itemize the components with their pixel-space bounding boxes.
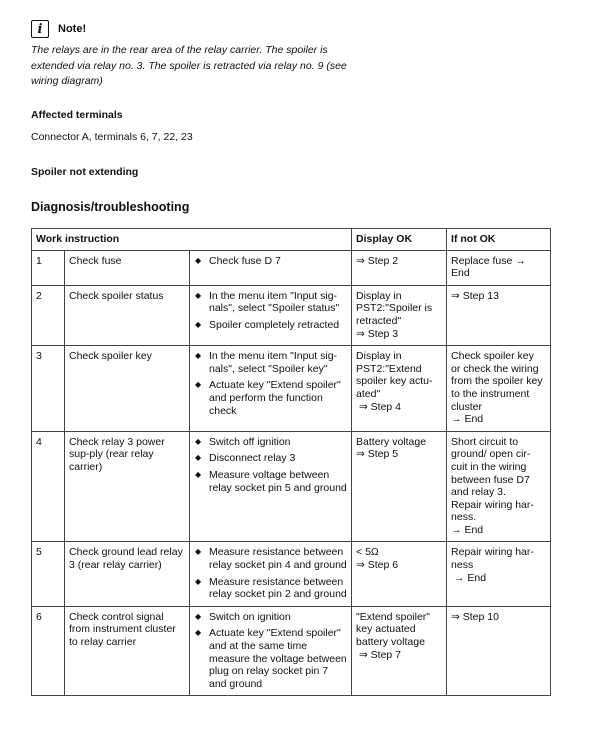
display-ok-line: Display in (356, 350, 402, 363)
note-title: Note! (58, 23, 87, 35)
display-ok-line: PST2:"Extend (356, 362, 422, 375)
work-item: Check spoiler status (65, 285, 190, 345)
action-list (190, 606, 352, 696)
if-not-ok-line: to the instrument (451, 387, 530, 400)
if-not-ok-line: ness (451, 559, 474, 572)
note-header (31, 20, 86, 38)
affected-terminals-heading: Affected terminals (31, 109, 123, 121)
work-item: Check control signal from instrument cluster to relay carrier (65, 606, 190, 696)
display-ok-cell (352, 606, 447, 696)
table-body (32, 250, 551, 696)
if-not-ok-line: or check the wiring (451, 362, 539, 375)
action-list (190, 431, 352, 542)
if-not-ok-line: Check spoiler key (451, 350, 534, 363)
display-ok-line: ⇒ Step 5 (356, 448, 399, 461)
header-work-instruction: Work instruction (32, 229, 352, 251)
if-not-ok-cell (447, 542, 551, 606)
action-item: ◆ Measure resistance between relay socket pin 2 and ground (194, 576, 347, 601)
if-not-ok-line: cluster (451, 400, 482, 413)
action-item: ◆ Measure voltage between relay socket pin 5 and ground (194, 469, 347, 494)
display-ok-cell (352, 431, 447, 542)
if-not-ok-line: End (451, 267, 470, 280)
work-item: Check spoiler key (65, 346, 190, 432)
action-item: ◆ Actuate key "Extend spoiler" and perform the function check (194, 379, 347, 417)
action-item: ◆ Switch on ignition (194, 611, 347, 624)
action-item: ◆ In the menu item "Input sig-nals", select "Spoiler key" (194, 350, 347, 375)
action-list (190, 542, 352, 606)
step-number: 5 (32, 542, 65, 606)
if-not-ok-line: cuit in the wiring (451, 460, 527, 473)
display-ok-line: < 5Ω (356, 546, 379, 559)
display-ok-line: Display in (356, 289, 402, 302)
action-item: ◆ Actuate key "Extend spoiler" and at the same time measure the voltage between plug on relay socket pin 7 and ground (194, 627, 347, 690)
if-not-ok-line: ground/ open cir- (451, 448, 531, 461)
display-ok-cell (352, 346, 447, 432)
step-number: 6 (32, 606, 65, 696)
step-number: 4 (32, 431, 65, 542)
table-row (32, 606, 551, 696)
if-not-ok-cell (447, 285, 551, 345)
step-number: 2 (32, 285, 65, 345)
display-ok-line: key actuated (356, 623, 416, 636)
action-list (190, 285, 352, 345)
action-list (190, 346, 352, 432)
if-not-ok-line: Replace fuse → (451, 254, 526, 267)
if-not-ok-line: ⇒ Step 10 (451, 610, 499, 623)
display-ok-cell (352, 285, 447, 345)
if-not-ok-line: Short circuit to (451, 435, 519, 448)
action-item: ◆ Check fuse D 7 (194, 255, 347, 268)
symptom-heading: Spoiler not extending (31, 166, 139, 178)
if-not-ok-line: Repair wiring har- (451, 498, 534, 511)
if-not-ok-line: → End (451, 571, 487, 584)
if-not-ok-cell (447, 431, 551, 542)
display-ok-line: ated" (356, 387, 381, 400)
table-row (32, 542, 551, 606)
action-item: ◆ Measure resistance between relay socket pin 4 and ground (194, 546, 347, 571)
display-ok-line: "Extend spoiler" (356, 610, 431, 623)
affected-terminals-text: Connector A, terminals 6, 7, 22, 23 (31, 131, 193, 143)
action-item: ◆ Disconnect relay 3 (194, 452, 347, 465)
if-not-ok-cell (447, 346, 551, 432)
if-not-ok-line: → End (451, 413, 484, 426)
action-item: ◆ In the menu item "Input sig-nals", select "Spoiler status" (194, 290, 347, 315)
work-item: Check fuse (65, 250, 190, 285)
if-not-ok-cell (447, 250, 551, 285)
if-not-ok-line: and relay 3. (451, 486, 506, 499)
table-row (32, 285, 551, 345)
action-item: ◆ Switch off ignition (194, 436, 347, 449)
display-ok-cell (352, 542, 447, 606)
header-if-not-ok: If not OK (447, 229, 551, 251)
action-list (190, 250, 352, 285)
work-item: Check relay 3 power sup-ply (rear relay carrier) (65, 431, 190, 542)
table-row (32, 431, 551, 542)
diagnosis-heading: Diagnosis/troubleshooting (31, 200, 190, 214)
display-ok-line: ⇒ Step 4 (356, 400, 402, 413)
header-display-ok: Display OK (352, 229, 447, 251)
work-item: Check ground lead relay 3 (rear relay carrier) (65, 542, 190, 606)
display-ok-line: retracted" (356, 314, 402, 327)
note-text: The relays are in the rear area of the relay carrier. The spoiler is extended via relay no. 3. The spoiler is retracted via relay no. 9 (see wiring diagram) (31, 44, 347, 87)
display-ok-line: Battery voltage (356, 435, 427, 448)
display-ok-line: battery voltage (356, 636, 425, 649)
step-number: 3 (32, 346, 65, 432)
if-not-ok-line: from the spoiler key (451, 375, 543, 388)
table-row (32, 250, 551, 285)
table-header-row (32, 229, 551, 251)
display-ok-line: ⇒ Step 2 (356, 254, 399, 267)
display-ok-line: ⇒ Step 6 (356, 559, 399, 572)
if-not-ok-line: → End (451, 523, 484, 536)
if-not-ok-line: between fuse D7 (451, 473, 530, 486)
if-not-ok-cell (447, 606, 551, 696)
display-ok-line: ⇒ Step 3 (356, 327, 399, 340)
display-ok-line: ⇒ Step 7 (356, 648, 402, 661)
table-row (32, 346, 551, 432)
if-not-ok-line: ness. (451, 511, 477, 524)
if-not-ok-line: Repair wiring har- (451, 546, 534, 559)
info-icon: i (31, 20, 49, 38)
display-ok-line: spoiler key actu- (356, 375, 433, 388)
display-ok-line: PST2:"Spoiler is (356, 302, 433, 315)
display-ok-cell (352, 250, 447, 285)
action-item: ◆ Spoiler completely retracted (194, 319, 347, 332)
step-number: 1 (32, 250, 65, 285)
troubleshooting-table (31, 228, 551, 696)
if-not-ok-line: ⇒ Step 13 (451, 289, 499, 302)
